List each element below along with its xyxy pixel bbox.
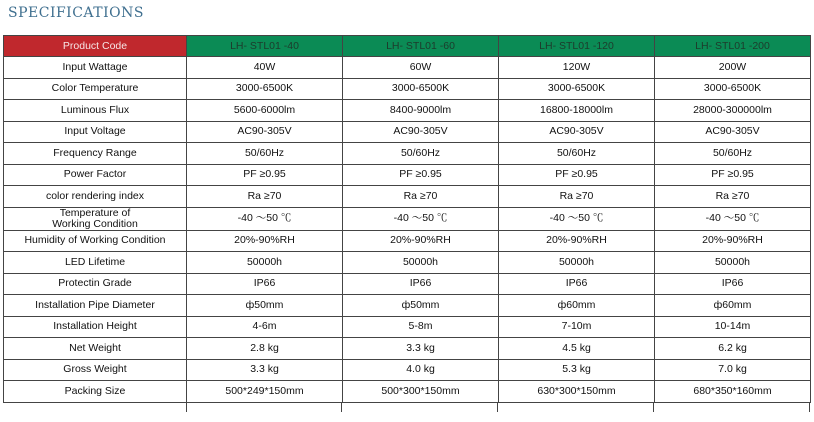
spec-value-cell: 28000-300000lm <box>655 100 811 122</box>
spec-value-cell: 5-8m <box>343 316 499 338</box>
row-label: Gross Weight <box>4 359 187 381</box>
row-label: Installation Pipe Diameter <box>4 295 187 317</box>
spec-value-cell: PF ≥0.95 <box>499 164 655 186</box>
table-row <box>4 164 811 186</box>
table-row <box>4 230 811 252</box>
spec-value-cell: 3000-6500K <box>499 78 655 100</box>
row-label: Power Factor <box>4 164 187 186</box>
spec-value-cell: 60W <box>343 57 499 79</box>
spec-value-cell: 20%-90%RH <box>499 230 655 252</box>
spec-value-cell: 50000h <box>187 252 343 274</box>
table-row <box>4 143 811 165</box>
row-label: Humidity of Working Condition <box>4 230 187 252</box>
spec-value-cell: -40 ～50 ℃ <box>343 207 499 230</box>
spec-value-cell: 20%-90%RH <box>343 230 499 252</box>
spec-value-cell: 7.0 kg <box>655 359 811 381</box>
spec-value-cell: 10-14m <box>655 316 811 338</box>
spec-value-cell: ф50mm <box>187 295 343 317</box>
table-row <box>4 57 811 79</box>
spec-value-cell: 4-6m <box>187 316 343 338</box>
spec-value-cell: 5.3 kg <box>499 359 655 381</box>
spec-value-cell: Ra ≥70 <box>655 186 811 208</box>
spec-value-cell: AC90-305V <box>187 121 343 143</box>
row-label: LED Lifetime <box>4 252 187 274</box>
spec-value-cell: Ra ≥70 <box>343 186 499 208</box>
spec-value-cell: 50000h <box>655 252 811 274</box>
table-row <box>4 381 811 403</box>
table-row <box>4 316 811 338</box>
row-label: Installation Height <box>4 316 187 338</box>
table-edge-line <box>653 402 654 412</box>
spec-table-body <box>4 57 811 403</box>
spec-value-cell: 40W <box>187 57 343 79</box>
table-row <box>4 273 811 295</box>
spec-value-cell: 3000-6500K <box>655 78 811 100</box>
row-label: Net Weight <box>4 338 187 360</box>
spec-value-cell: 500*300*150mm <box>343 381 499 403</box>
page-title: SPECIFICATIONS <box>8 5 144 21</box>
table-edge-line <box>497 402 498 412</box>
spec-value-cell: AC90-305V <box>343 121 499 143</box>
header-product-code: Product Code <box>4 36 187 57</box>
spec-value-cell: 680*350*160mm <box>655 381 811 403</box>
spec-value-cell: IP66 <box>499 273 655 295</box>
table-row <box>4 207 811 230</box>
row-label: Color Temperature <box>4 78 187 100</box>
header-row <box>4 36 811 57</box>
spec-value-cell: 3.3 kg <box>187 359 343 381</box>
header-model: LH- STL01 -60 <box>343 36 499 57</box>
table-row <box>4 338 811 360</box>
header-model: LH- STL01 -120 <box>499 36 655 57</box>
spec-value-cell: 630*300*150mm <box>499 381 655 403</box>
spec-value-cell: -40 ～50 ℃ <box>187 207 343 230</box>
spec-value-cell: 3.3 kg <box>343 338 499 360</box>
row-label: Packing Size <box>4 381 187 403</box>
table-row <box>4 252 811 274</box>
row-label <box>4 207 187 230</box>
table-row <box>4 359 811 381</box>
spec-value-cell: Ra ≥70 <box>187 186 343 208</box>
spec-value-cell: 5600-6000lm <box>187 100 343 122</box>
row-label-line: Temperature of <box>59 206 131 219</box>
table-edge-line <box>341 402 342 412</box>
spec-value-cell: IP66 <box>343 273 499 295</box>
table-row <box>4 100 811 122</box>
spec-value-cell: ф50mm <box>343 295 499 317</box>
spec-value-cell: 20%-90%RH <box>187 230 343 252</box>
spec-value-cell: 16800-18000lm <box>499 100 655 122</box>
table-edge-line <box>809 402 810 412</box>
spec-value-cell: 50/60Hz <box>343 143 499 165</box>
row-label: Protectin Grade <box>4 273 187 295</box>
spec-value-cell: 50000h <box>499 252 655 274</box>
spec-value-cell: PF ≥0.95 <box>187 164 343 186</box>
spec-value-cell: ф60mm <box>499 295 655 317</box>
spec-value-cell: IP66 <box>655 273 811 295</box>
spec-value-cell: 7-10m <box>499 316 655 338</box>
spec-value-cell: 20%-90%RH <box>655 230 811 252</box>
spec-value-cell: 200W <box>655 57 811 79</box>
spec-value-cell: PF ≥0.95 <box>655 164 811 186</box>
table-edge-line <box>186 402 187 412</box>
spec-value-cell: 50000h <box>343 252 499 274</box>
spec-value-cell: 500*249*150mm <box>187 381 343 403</box>
spec-value-cell: AC90-305V <box>499 121 655 143</box>
spec-value-cell: 120W <box>499 57 655 79</box>
spec-value-cell: 6.2 kg <box>655 338 811 360</box>
spec-value-cell: 50/60Hz <box>187 143 343 165</box>
header-model: LH- STL01 -200 <box>655 36 811 57</box>
spec-value-cell: 50/60Hz <box>499 143 655 165</box>
spec-value-cell: 2.8 kg <box>187 338 343 360</box>
spec-value-cell: -40 ～50 ℃ <box>499 207 655 230</box>
spec-value-cell: IP66 <box>187 273 343 295</box>
row-label: Frequency Range <box>4 143 187 165</box>
spec-table <box>3 35 811 403</box>
spec-value-cell: 50/60Hz <box>655 143 811 165</box>
header-model: LH- STL01 -40 <box>187 36 343 57</box>
row-label-line: Working Condition <box>52 217 138 230</box>
row-label: Input Voltage <box>4 121 187 143</box>
row-label: Luminous Flux <box>4 100 187 122</box>
table-row <box>4 121 811 143</box>
spec-value-cell: -40 ～50 ℃ <box>655 207 811 230</box>
table-row <box>4 78 811 100</box>
table-row <box>4 186 811 208</box>
spec-value-cell: 8400-9000lm <box>343 100 499 122</box>
spec-value-cell: 3000-6500K <box>187 78 343 100</box>
table-row <box>4 295 811 317</box>
spec-value-cell: 3000-6500K <box>343 78 499 100</box>
spec-value-cell: AC90-305V <box>655 121 811 143</box>
spec-value-cell: ф60mm <box>655 295 811 317</box>
spec-value-cell: Ra ≥70 <box>499 186 655 208</box>
row-label: Input Wattage <box>4 57 187 79</box>
row-label: color rendering index <box>4 186 187 208</box>
spec-value-cell: PF ≥0.95 <box>343 164 499 186</box>
spec-value-cell: 4.0 kg <box>343 359 499 381</box>
spec-value-cell: 4.5 kg <box>499 338 655 360</box>
